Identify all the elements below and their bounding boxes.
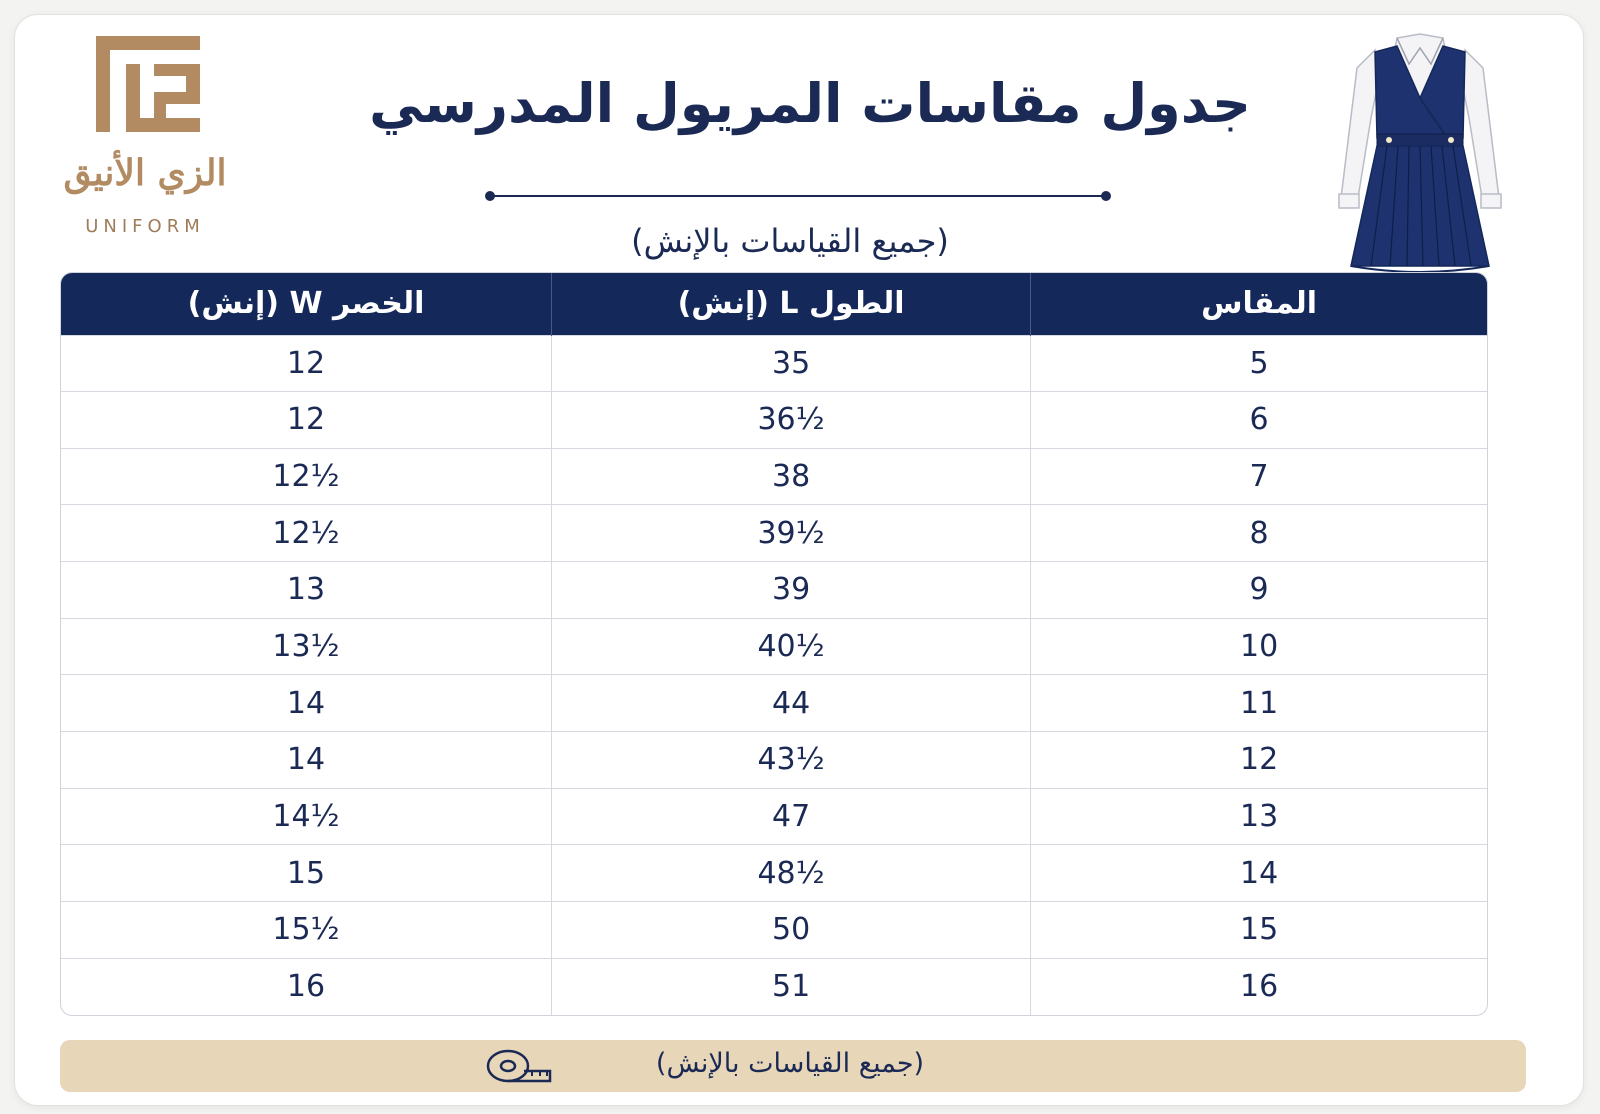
length-cell: 50: [552, 902, 1031, 959]
length-cell: 38: [552, 448, 1031, 505]
brand-logo: [40, 36, 240, 246]
size-cell: 12: [1031, 732, 1487, 789]
table-header-row: [61, 273, 1487, 335]
length-cell: 51: [552, 958, 1031, 1015]
waist-cell: 14: [61, 675, 552, 732]
measuring-tape-icon: [484, 1046, 556, 1086]
brand-name-arabic: الزي الأنيق: [63, 152, 227, 194]
waist-cell: 15½: [61, 902, 552, 959]
waist-cell: 14½: [61, 788, 552, 845]
brand-name-latin: UNIFORM: [85, 216, 205, 237]
table-row: [61, 562, 1487, 619]
size-cell: 10: [1031, 618, 1487, 675]
length-cell: 47: [552, 788, 1031, 845]
length-cell: 44: [552, 675, 1031, 732]
size-cell: 15: [1031, 902, 1487, 959]
title-divider: [484, 190, 1112, 202]
waist-cell: 15: [61, 845, 552, 902]
table-row: [61, 618, 1487, 675]
length-cell: 36½: [552, 392, 1031, 449]
length-cell: 39: [552, 562, 1031, 619]
footer-note-bar: [60, 1040, 1526, 1092]
page-subtitle: (جميع القياسات بالإنش): [631, 222, 949, 260]
table-row: [61, 335, 1487, 392]
table-row: [61, 958, 1487, 1015]
waist-cell: 13: [61, 562, 552, 619]
size-cell: 9: [1031, 562, 1487, 619]
size-cell: 11: [1031, 675, 1487, 732]
waist-cell: 12: [61, 392, 552, 449]
header-size: المقاس: [1031, 273, 1487, 335]
table-row: [61, 392, 1487, 449]
size-cell: 8: [1031, 505, 1487, 562]
table-row: [61, 788, 1487, 845]
table-row: [61, 505, 1487, 562]
size-cell: 6: [1031, 392, 1487, 449]
size-cell: 7: [1031, 448, 1487, 505]
brand-monogram-icon: [96, 36, 200, 136]
size-table: [60, 272, 1488, 1016]
size-cell: 14: [1031, 845, 1487, 902]
page-title: جدول مقاسات المريول المدرسي: [369, 72, 1251, 135]
footer-note: (جميع القياسات بالإنش): [655, 1048, 925, 1079]
length-cell: 39½: [552, 505, 1031, 562]
table-row: [61, 448, 1487, 505]
waist-cell: 12½: [61, 505, 552, 562]
table-row: [61, 902, 1487, 959]
table-row: [61, 845, 1487, 902]
table-row: [61, 732, 1487, 789]
waist-cell: 12½: [61, 448, 552, 505]
waist-cell: 12: [61, 335, 552, 392]
length-cell: 48½: [552, 845, 1031, 902]
size-cell: 16: [1031, 958, 1487, 1015]
length-cell: 35: [552, 335, 1031, 392]
waist-cell: 16: [61, 958, 552, 1015]
size-cell: 13: [1031, 788, 1487, 845]
table-row: [61, 675, 1487, 732]
header-waist: الخصر W (إنش): [187, 286, 425, 322]
waist-cell: 13½: [61, 618, 552, 675]
header-length: الطول L (إنش): [552, 273, 1031, 335]
waist-cell: 14: [61, 732, 552, 789]
size-cell: 5: [1031, 335, 1487, 392]
length-cell: 43½: [552, 732, 1031, 789]
length-cell: 40½: [552, 618, 1031, 675]
pinafore-dress-icon: [1335, 28, 1505, 283]
